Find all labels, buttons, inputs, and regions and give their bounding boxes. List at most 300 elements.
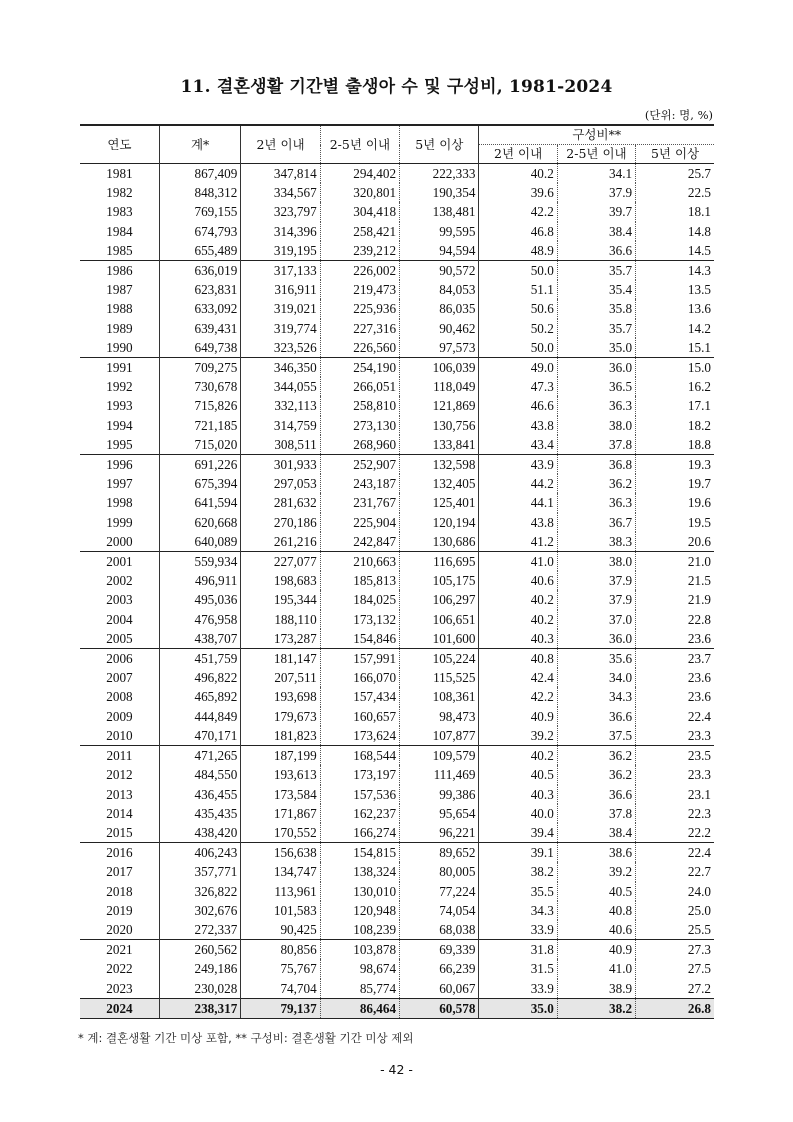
cell-total: 848,312 <box>159 183 240 202</box>
cell-year: 1999 <box>106 514 133 530</box>
cell-year: 1994 <box>106 417 133 433</box>
cell-pct-over-5-years: 22.8 <box>636 610 714 629</box>
cell-total: 655,489 <box>159 241 240 261</box>
cell-year: 2018 <box>106 883 133 899</box>
cell-pct-under-2-years: 41.2 <box>479 532 557 552</box>
table-row <box>80 474 714 493</box>
cell-over-5-years: 115,525 <box>400 668 479 687</box>
cell-pct-over-5-years: 14.5 <box>636 241 714 261</box>
table-row <box>80 183 714 202</box>
cell-2-to-5-years: 210,663 <box>320 552 399 572</box>
cell-total: 406,243 <box>159 843 240 863</box>
cell-under-2-years: 101,583 <box>241 901 320 920</box>
cell-under-2-years: 270,186 <box>241 513 320 532</box>
table-row <box>80 396 714 415</box>
table-row <box>80 687 714 706</box>
cell-pct-2-to-5-years: 34.0 <box>557 668 635 687</box>
cell-2-to-5-years: 226,560 <box>320 338 399 358</box>
cell-year: 1990 <box>106 339 133 355</box>
cell-year: 1982 <box>106 185 133 201</box>
cell-pct-over-5-years: 13.5 <box>636 280 714 299</box>
cell-pct-under-2-years: 40.3 <box>479 785 557 804</box>
cell-pct-2-to-5-years: 37.8 <box>557 435 635 455</box>
cell-pct-2-to-5-years: 36.5 <box>557 377 635 396</box>
cell-2-to-5-years: 242,847 <box>320 532 399 552</box>
cell-total: 674,793 <box>159 222 240 241</box>
cell-pct-under-2-years: 47.3 <box>479 377 557 396</box>
cell-pct-over-5-years: 19.3 <box>636 455 714 475</box>
cell-year: 1987 <box>106 282 133 298</box>
cell-pct-over-5-years: 23.3 <box>636 726 714 746</box>
cell-over-5-years: 120,194 <box>400 513 479 532</box>
cell-over-5-years: 84,053 <box>400 280 479 299</box>
cell-pct-over-5-years: 22.4 <box>636 707 714 726</box>
cell-under-2-years: 281,632 <box>241 493 320 512</box>
cell-2-to-5-years: 154,846 <box>320 629 399 649</box>
cell-pct-under-2-years: 43.4 <box>479 435 557 455</box>
cell-under-2-years: 319,774 <box>241 319 320 338</box>
cell-pct-2-to-5-years: 38.4 <box>557 222 635 241</box>
cell-2-to-5-years: 294,402 <box>320 164 399 184</box>
cell-year: 2006 <box>80 649 159 669</box>
cell-total: 484,550 <box>159 765 240 784</box>
cell-year: 2017 <box>106 864 133 880</box>
cell-pct-2-to-5-years: 39.7 <box>557 202 635 221</box>
table-row <box>80 280 714 299</box>
cell-pct-under-2-years: 41.0 <box>479 552 557 572</box>
header-year: 연도 <box>107 136 132 152</box>
cell-pct-2-to-5-years: 37.9 <box>557 183 635 202</box>
cell-pct-over-5-years: 22.3 <box>636 804 714 823</box>
cell-pct-under-2-years: 40.8 <box>479 649 557 669</box>
cell-under-2-years: 323,797 <box>241 202 320 221</box>
cell-2-to-5-years: 268,960 <box>320 435 399 455</box>
cell-pct-under-2-years: 46.8 <box>479 222 557 241</box>
cell-total: 465,892 <box>159 687 240 706</box>
cell-under-2-years: 156,638 <box>241 843 320 863</box>
cell-over-5-years: 89,652 <box>400 843 479 863</box>
cell-pct-2-to-5-years: 38.9 <box>557 979 635 999</box>
table-row <box>80 532 714 552</box>
cell-pct-over-5-years: 22.7 <box>636 862 714 881</box>
cell-pct-under-2-years: 39.6 <box>479 183 557 202</box>
cell-total: 249,186 <box>159 959 240 978</box>
cell-under-2-years: 323,526 <box>241 338 320 358</box>
cell-under-2-years: 314,759 <box>241 416 320 435</box>
cell-over-5-years: 107,877 <box>400 726 479 746</box>
cell-total: 715,020 <box>159 435 240 455</box>
cell-pct-2-to-5-years: 38.4 <box>557 823 635 843</box>
cell-pct-2-to-5-years: 40.6 <box>557 920 635 940</box>
cell-pct-over-5-years: 18.8 <box>636 435 714 455</box>
cell-total: 496,911 <box>159 571 240 590</box>
cell-total: 709,275 <box>159 358 240 378</box>
cell-over-5-years: 130,756 <box>400 416 479 435</box>
table-row <box>80 202 714 221</box>
cell-under-2-years: 334,567 <box>241 183 320 202</box>
cell-pct-under-2-years: 40.9 <box>479 707 557 726</box>
cell-year: 2008 <box>106 689 133 705</box>
table-row <box>80 513 714 532</box>
cell-total: 640,089 <box>159 532 240 552</box>
cell-2-to-5-years: 258,810 <box>320 396 399 415</box>
cell-year: 2021 <box>80 940 159 960</box>
cell-total: 715,826 <box>159 396 240 415</box>
cell-under-2-years: 317,133 <box>241 261 320 281</box>
cell-pct-over-5-years: 21.0 <box>636 552 714 572</box>
cell-year: 2000 <box>106 533 133 549</box>
cell-2-to-5-years: 120,948 <box>320 901 399 920</box>
cell-2-to-5-years: 225,936 <box>320 299 399 318</box>
cell-under-2-years: 297,053 <box>241 474 320 493</box>
cell-year: 2015 <box>106 824 133 840</box>
cell-under-2-years: 347,814 <box>241 164 320 184</box>
cell-over-5-years: 130,686 <box>400 532 479 552</box>
cell-pct-2-to-5-years: 37.0 <box>557 610 635 629</box>
cell-under-2-years: 261,216 <box>241 532 320 552</box>
cell-pct-under-2-years: 39.2 <box>479 726 557 746</box>
cell-pct-over-5-years: 15.1 <box>636 338 714 358</box>
cell-pct-over-5-years: 23.3 <box>636 765 714 784</box>
cell-pct-over-5-years: 23.6 <box>636 629 714 649</box>
cell-year: 1986 <box>80 261 159 281</box>
cell-over-5-years: 99,595 <box>400 222 479 241</box>
cell-under-2-years: 173,287 <box>241 629 320 649</box>
cell-over-5-years: 105,224 <box>400 649 479 669</box>
cell-2-to-5-years: 243,187 <box>320 474 399 493</box>
table-body <box>80 164 714 1019</box>
cell-pct-over-5-years: 21.5 <box>636 571 714 590</box>
cell-2-to-5-years: 226,002 <box>320 261 399 281</box>
cell-pct-2-to-5-years: 36.6 <box>557 785 635 804</box>
cell-pct-over-5-years: 14.3 <box>636 261 714 281</box>
table-row <box>80 746 714 766</box>
table-row <box>80 552 714 572</box>
cell-2-to-5-years: 138,324 <box>320 862 399 881</box>
cell-pct-over-5-years: 22.5 <box>636 183 714 202</box>
cell-2-to-5-years: 227,316 <box>320 319 399 338</box>
cell-over-5-years: 90,462 <box>400 319 479 338</box>
cell-pct-2-to-5-years: 35.6 <box>557 649 635 669</box>
cell-2-to-5-years: 184,025 <box>320 590 399 609</box>
cell-2-to-5-years: 254,190 <box>320 358 399 378</box>
cell-over-5-years: 133,841 <box>400 435 479 455</box>
cell-over-5-years: 86,035 <box>400 299 479 318</box>
table-row <box>80 940 714 960</box>
cell-pct-2-to-5-years: 40.9 <box>557 940 635 960</box>
cell-pct-2-to-5-years: 36.6 <box>557 707 635 726</box>
table-row <box>80 649 714 669</box>
cell-2-to-5-years: 252,907 <box>320 455 399 475</box>
cell-under-2-years: 134,747 <box>241 862 320 881</box>
cell-under-2-years: 90,425 <box>241 920 320 940</box>
cell-pct-under-2-years: 34.3 <box>479 901 557 920</box>
cell-over-5-years: 222,333 <box>400 164 479 184</box>
cell-2-to-5-years: 160,657 <box>320 707 399 726</box>
cell-total: 230,028 <box>159 979 240 999</box>
cell-year: 1998 <box>106 495 133 511</box>
table-row <box>80 901 714 920</box>
cell-pct-2-to-5-years: 35.7 <box>557 319 635 338</box>
cell-pct-under-2-years: 40.5 <box>479 765 557 784</box>
cell-under-2-years: 198,683 <box>241 571 320 590</box>
cell-over-5-years: 106,297 <box>400 590 479 609</box>
cell-year: 1993 <box>106 398 133 414</box>
header-composition: 구성비** <box>479 125 714 145</box>
cell-year: 2016 <box>80 843 159 863</box>
cell-year: 1983 <box>106 204 133 220</box>
cell-under-2-years: 195,344 <box>241 590 320 609</box>
cell-pct-under-2-years: 44.1 <box>479 493 557 512</box>
cell-2-to-5-years: 231,767 <box>320 493 399 512</box>
cell-year: 1981 <box>106 166 133 181</box>
cell-under-2-years: 314,396 <box>241 222 320 241</box>
cell-total: 691,226 <box>159 455 240 475</box>
table-row <box>80 493 714 512</box>
cell-pct-under-2-years: 38.2 <box>479 862 557 881</box>
cell-pct-2-to-5-years: 36.0 <box>557 629 635 649</box>
header-pct-over-5-years: 5년 이상 <box>636 145 714 164</box>
cell-under-2-years: 74,704 <box>241 979 320 999</box>
cell-total: 730,678 <box>159 377 240 396</box>
cell-2-to-5-years: 258,421 <box>320 222 399 241</box>
cell-pct-under-2-years: 31.8 <box>479 940 557 960</box>
cell-year: 2010 <box>106 727 133 743</box>
cell-pct-under-2-years: 43.9 <box>479 455 557 475</box>
table-row <box>80 261 714 281</box>
cell-under-2-years: 301,933 <box>241 455 320 475</box>
cell-total: 438,420 <box>159 823 240 843</box>
cell-over-5-years: 99,386 <box>400 785 479 804</box>
cell-over-5-years: 138,481 <box>400 202 479 221</box>
cell-pct-under-2-years: 50.0 <box>479 338 557 358</box>
cell-pct-2-to-5-years: 37.9 <box>557 571 635 590</box>
table-row <box>80 319 714 338</box>
cell-under-2-years: 79,137 <box>241 998 320 1018</box>
table-row <box>80 920 714 940</box>
cell-total: 496,822 <box>159 668 240 687</box>
table-row <box>80 358 714 378</box>
table-row <box>80 629 714 649</box>
header-total: 계* <box>159 125 240 164</box>
cell-pct-under-2-years: 40.2 <box>479 610 557 629</box>
cell-total: 641,594 <box>159 493 240 512</box>
cell-pct-over-5-years: 27.5 <box>636 959 714 978</box>
cell-pct-over-5-years: 23.1 <box>636 785 714 804</box>
cell-under-2-years: 344,055 <box>241 377 320 396</box>
cell-2-to-5-years: 157,991 <box>320 649 399 669</box>
cell-year: 2002 <box>106 573 133 589</box>
table-row <box>80 435 714 455</box>
table-row <box>80 726 714 746</box>
cell-total: 476,958 <box>159 610 240 629</box>
cell-over-5-years: 190,354 <box>400 183 479 202</box>
cell-pct-under-2-years: 42.4 <box>479 668 557 687</box>
cell-pct-under-2-years: 50.2 <box>479 319 557 338</box>
cell-pct-2-to-5-years: 36.2 <box>557 746 635 766</box>
cell-pct-2-to-5-years: 38.3 <box>557 532 635 552</box>
cell-total: 435,435 <box>159 804 240 823</box>
page-number: - 42 - <box>380 1062 413 1077</box>
cell-pct-over-5-years: 23.5 <box>636 746 714 766</box>
cell-total: 639,431 <box>159 319 240 338</box>
cell-pct-2-to-5-years: 39.2 <box>557 862 635 881</box>
cell-over-5-years: 69,339 <box>400 940 479 960</box>
cell-year: 2014 <box>106 805 133 821</box>
cell-pct-2-to-5-years: 36.0 <box>557 358 635 378</box>
cell-pct-under-2-years: 50.0 <box>479 261 557 281</box>
cell-pct-under-2-years: 31.5 <box>479 959 557 978</box>
cell-pct-under-2-years: 39.4 <box>479 823 557 843</box>
cell-2-to-5-years: 108,239 <box>320 920 399 940</box>
table-row <box>80 222 714 241</box>
cell-pct-under-2-years: 51.1 <box>479 280 557 299</box>
cell-year: 2005 <box>106 630 133 646</box>
table-row <box>80 241 714 261</box>
cell-pct-2-to-5-years: 35.0 <box>557 338 635 358</box>
cell-pct-under-2-years: 43.8 <box>479 416 557 435</box>
cell-year: 1992 <box>106 379 133 395</box>
cell-pct-2-to-5-years: 38.6 <box>557 843 635 863</box>
cell-over-5-years: 106,651 <box>400 610 479 629</box>
cell-pct-2-to-5-years: 36.7 <box>557 513 635 532</box>
cell-pct-2-to-5-years: 34.1 <box>557 164 635 184</box>
cell-year: 2004 <box>106 611 133 627</box>
births-by-marriage-duration-table <box>80 124 714 1019</box>
cell-total: 438,707 <box>159 629 240 649</box>
cell-2-to-5-years: 85,774 <box>320 979 399 999</box>
cell-year: 2003 <box>106 592 133 608</box>
cell-pct-2-to-5-years: 36.2 <box>557 474 635 493</box>
cell-pct-under-2-years: 40.2 <box>479 590 557 609</box>
cell-pct-2-to-5-years: 37.9 <box>557 590 635 609</box>
cell-pct-under-2-years: 46.6 <box>479 396 557 415</box>
cell-2-to-5-years: 239,212 <box>320 241 399 261</box>
cell-over-5-years: 101,600 <box>400 629 479 649</box>
cell-pct-under-2-years: 33.9 <box>479 920 557 940</box>
table-row <box>80 416 714 435</box>
cell-pct-2-to-5-years: 35.8 <box>557 299 635 318</box>
cell-year: 1988 <box>106 301 133 317</box>
unit-note: (단위: 명, %) <box>644 108 713 122</box>
cell-2-to-5-years: 157,434 <box>320 687 399 706</box>
cell-over-5-years: 95,654 <box>400 804 479 823</box>
cell-2-to-5-years: 168,544 <box>320 746 399 766</box>
cell-under-2-years: 193,613 <box>241 765 320 784</box>
cell-total: 495,036 <box>159 590 240 609</box>
cell-over-5-years: 108,361 <box>400 687 479 706</box>
cell-over-5-years: 80,005 <box>400 862 479 881</box>
footnote: * 계: 결혼생활 기간 미상 포함, ** 구성비: 결혼생활 기간 미상 제외 <box>78 1031 414 1045</box>
cell-year: 1989 <box>106 320 133 336</box>
cell-over-5-years: 116,695 <box>400 552 479 572</box>
table-row <box>80 804 714 823</box>
cell-pct-over-5-years: 22.4 <box>636 843 714 863</box>
cell-pct-over-5-years: 14.2 <box>636 319 714 338</box>
cell-over-5-years: 106,039 <box>400 358 479 378</box>
cell-pct-2-to-5-years: 41.0 <box>557 959 635 978</box>
cell-total: 302,676 <box>159 901 240 920</box>
table-row <box>80 571 714 590</box>
cell-total: 675,394 <box>159 474 240 493</box>
cell-pct-under-2-years: 35.5 <box>479 882 557 901</box>
cell-pct-over-5-years: 25.7 <box>636 164 714 184</box>
cell-over-5-years: 111,469 <box>400 765 479 784</box>
table-row <box>80 590 714 609</box>
cell-pct-under-2-years: 40.3 <box>479 629 557 649</box>
cell-pct-over-5-years: 25.5 <box>636 920 714 940</box>
cell-under-2-years: 187,199 <box>241 746 320 766</box>
cell-over-5-years: 97,573 <box>400 338 479 358</box>
table-row <box>80 979 714 999</box>
cell-pct-2-to-5-years: 37.8 <box>557 804 635 823</box>
page-title: 11. 결혼생활 기간별 출생아 수 및 구성비, 1981-2024 <box>180 77 613 97</box>
cell-2-to-5-years: 130,010 <box>320 882 399 901</box>
header-2-to-5-years: 2-5년 이내 <box>320 125 399 164</box>
cell-under-2-years: 171,867 <box>241 804 320 823</box>
cell-over-5-years: 94,594 <box>400 241 479 261</box>
cell-over-5-years: 68,038 <box>400 920 479 940</box>
cell-pct-2-to-5-years: 36.8 <box>557 455 635 475</box>
cell-pct-over-5-years: 23.7 <box>636 649 714 669</box>
cell-pct-under-2-years: 48.9 <box>479 241 557 261</box>
cell-under-2-years: 193,698 <box>241 687 320 706</box>
cell-year: 2009 <box>106 708 133 724</box>
cell-pct-under-2-years: 42.2 <box>479 202 557 221</box>
cell-pct-under-2-years: 49.0 <box>479 358 557 378</box>
cell-under-2-years: 75,767 <box>241 959 320 978</box>
cell-pct-over-5-years: 13.6 <box>636 299 714 318</box>
cell-pct-under-2-years: 33.9 <box>479 979 557 999</box>
cell-total: 633,092 <box>159 299 240 318</box>
cell-under-2-years: 80,856 <box>241 940 320 960</box>
cell-under-2-years: 170,552 <box>241 823 320 843</box>
cell-year: 2011 <box>80 746 159 766</box>
cell-pct-over-5-years: 27.2 <box>636 979 714 999</box>
cell-total: 559,934 <box>159 552 240 572</box>
cell-2-to-5-years: 173,624 <box>320 726 399 746</box>
cell-pct-over-5-years: 14.8 <box>636 222 714 241</box>
cell-pct-2-to-5-years: 38.0 <box>557 416 635 435</box>
cell-under-2-years: 181,823 <box>241 726 320 746</box>
cell-year: 1997 <box>106 476 133 492</box>
cell-year: 2007 <box>106 670 133 686</box>
cell-over-5-years: 132,598 <box>400 455 479 475</box>
cell-pct-over-5-years: 15.0 <box>636 358 714 378</box>
cell-over-5-years: 132,405 <box>400 474 479 493</box>
header-over-5-years: 5년 이상 <box>400 125 479 164</box>
cell-pct-over-5-years: 18.2 <box>636 416 714 435</box>
cell-pct-under-2-years: 35.0 <box>479 998 557 1018</box>
cell-year: 2012 <box>106 767 133 783</box>
cell-total: 649,738 <box>159 338 240 358</box>
table-row <box>80 959 714 978</box>
cell-total: 620,668 <box>159 513 240 532</box>
cell-2-to-5-years: 162,237 <box>320 804 399 823</box>
cell-pct-2-to-5-years: 35.7 <box>557 261 635 281</box>
cell-total: 357,771 <box>159 862 240 881</box>
cell-2-to-5-years: 225,904 <box>320 513 399 532</box>
cell-pct-over-5-years: 24.0 <box>636 882 714 901</box>
cell-2-to-5-years: 185,813 <box>320 571 399 590</box>
cell-year: 2022 <box>106 961 133 977</box>
cell-under-2-years: 207,511 <box>241 668 320 687</box>
cell-2-to-5-years: 304,418 <box>320 202 399 221</box>
cell-under-2-years: 316,911 <box>241 280 320 299</box>
cell-under-2-years: 179,673 <box>241 707 320 726</box>
cell-2-to-5-years: 320,801 <box>320 183 399 202</box>
table-row <box>80 862 714 881</box>
